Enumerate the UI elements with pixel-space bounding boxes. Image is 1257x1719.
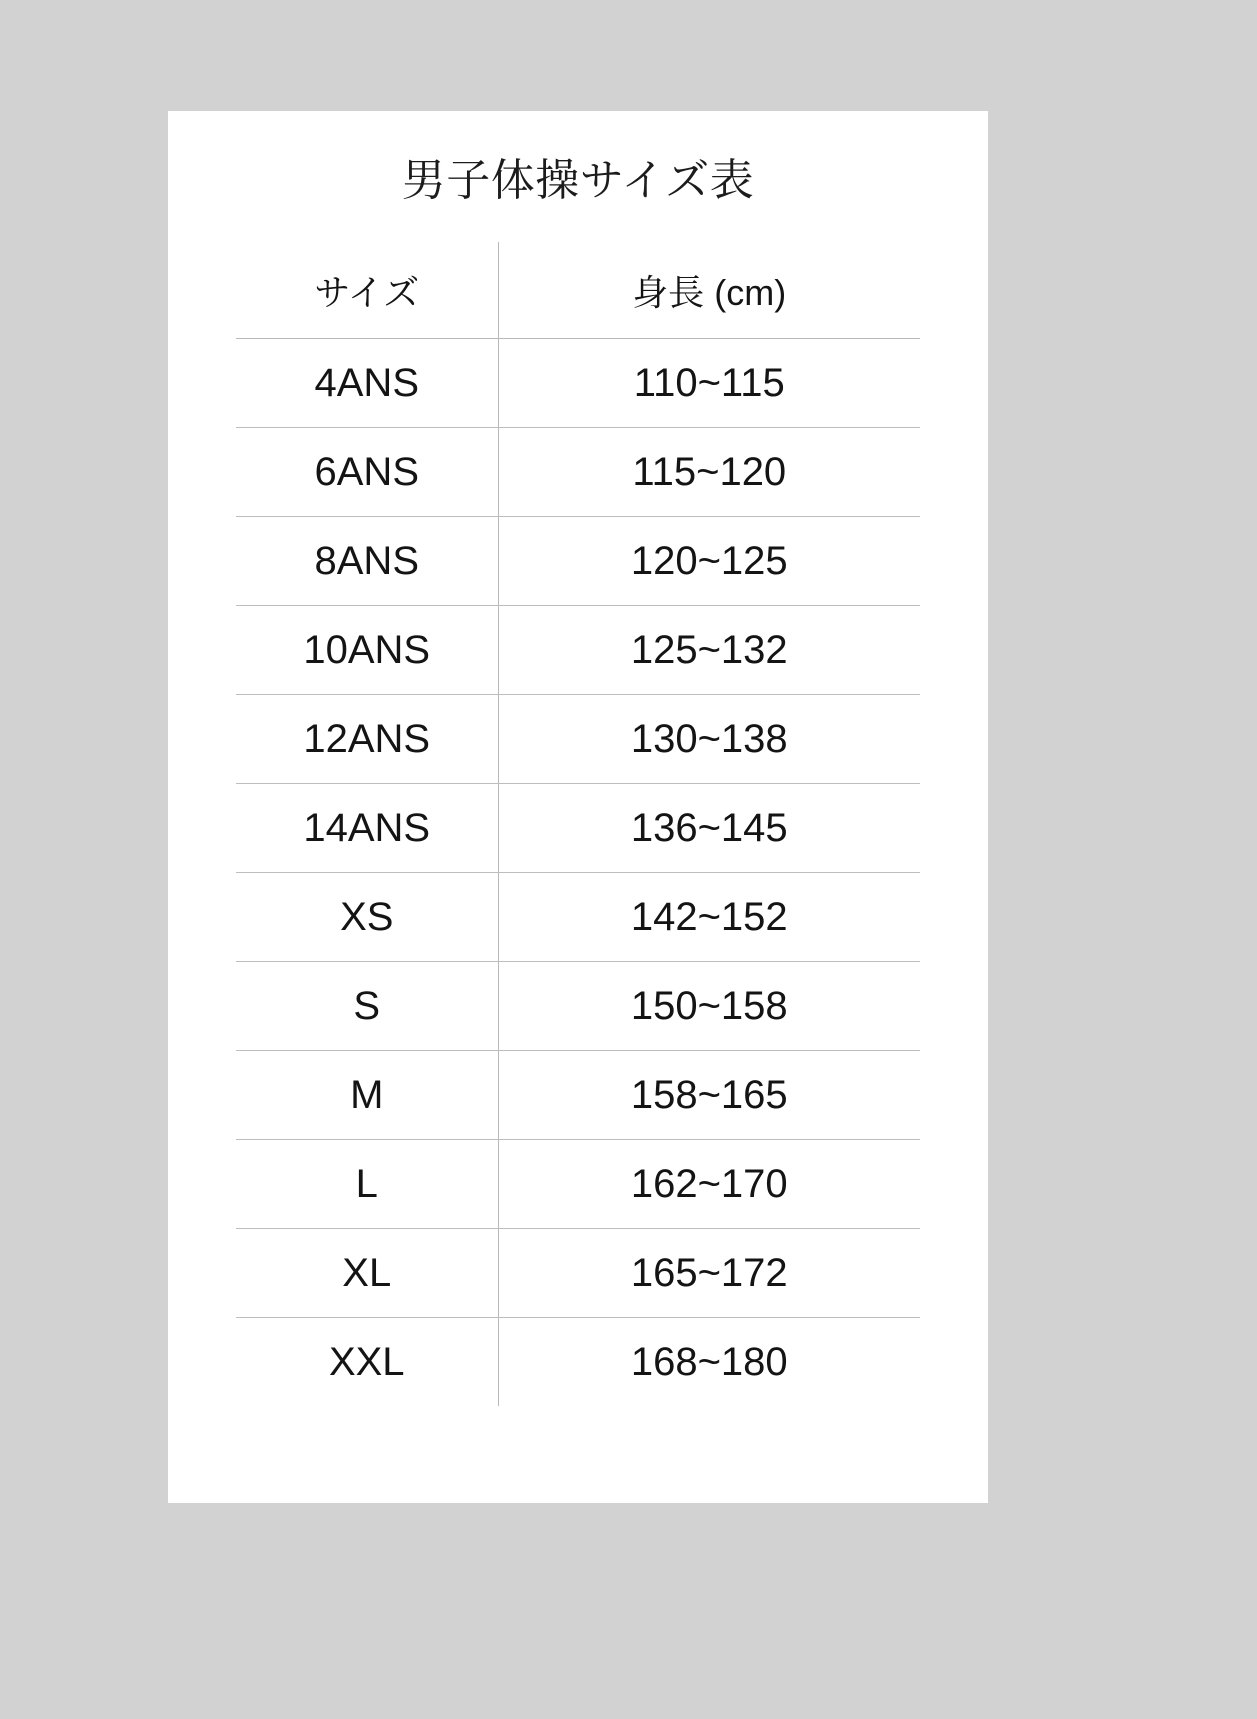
table-row [236,606,920,695]
table-row [236,1140,920,1229]
cell-size: 8ANS [236,517,498,606]
table-row [236,339,920,428]
cell-size: XL [236,1229,498,1318]
table-row [236,695,920,784]
table-row [236,1051,920,1140]
cell-height: 130~138 [498,695,920,784]
cell-height: 125~132 [498,606,920,695]
cell-height: 150~158 [498,962,920,1051]
cell-size: S [236,962,498,1051]
table-row [236,784,920,873]
cell-size: L [236,1140,498,1229]
cell-height: 115~120 [498,428,920,517]
column-header-height: 身長 (cm) [498,242,920,339]
table-row [236,1229,920,1318]
table-row [236,1318,920,1407]
table-header [236,242,920,339]
page-title: 男子体操サイズ表 [401,156,755,205]
table-row [236,428,920,517]
cell-size: XXL [236,1318,498,1407]
cell-size: XS [236,873,498,962]
cell-size: 12ANS [236,695,498,784]
cell-size: 10ANS [236,606,498,695]
cell-height: 136~145 [498,784,920,873]
table-body [236,339,920,1407]
cell-height: 142~152 [498,873,920,962]
table-row [236,517,920,606]
cell-height: 110~115 [498,339,920,428]
table-row [236,873,920,962]
cell-height: 165~172 [498,1229,920,1318]
cell-size: 14ANS [236,784,498,873]
cell-height: 168~180 [630,1339,788,1384]
size-chart-table [236,242,920,1406]
cell-size: 6ANS [236,428,498,517]
table-row [236,962,920,1051]
cell-size: 4ANS [236,339,498,428]
column-header-size: サイズ [236,242,498,339]
cell-size: M [236,1051,498,1140]
table-header-row [236,242,920,339]
cell-height: 120~125 [498,517,920,606]
cell-height: 158~165 [498,1051,920,1140]
size-chart-card [168,111,988,1503]
cell-height: 162~170 [498,1140,920,1229]
